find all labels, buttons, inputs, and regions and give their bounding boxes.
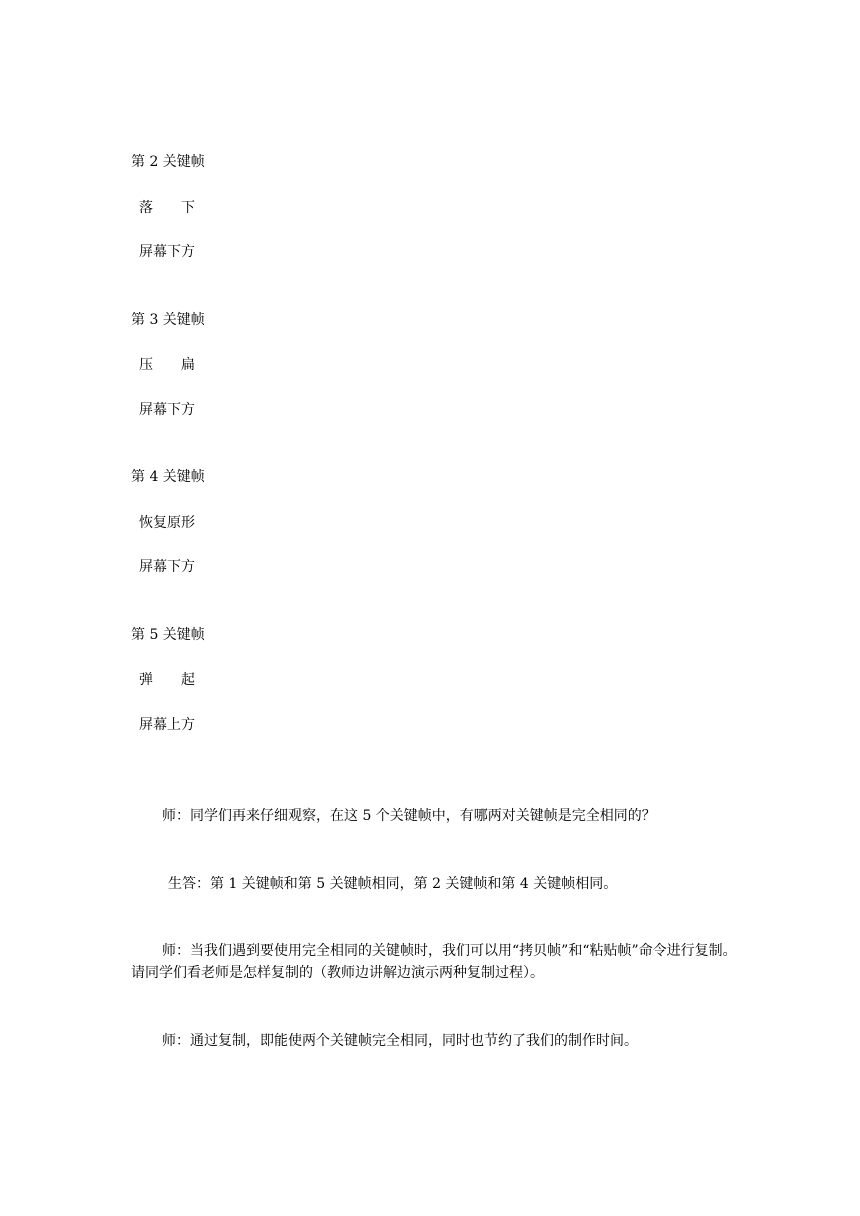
keyframe-title: 第 2 关键帧 <box>131 154 205 170</box>
teacher-explanation: 师：当我们遇到要使用完全相同的关键帧时，我们可以用“拷贝帧”和“粘贴帧”命令进行复制。请同学们看老师是怎样复制的（教师边讲解边演示两种复制过程）。 <box>131 943 737 981</box>
keyframe-position: 屏幕下方 <box>139 244 195 260</box>
keyframe-position: 屏幕上方 <box>139 717 195 733</box>
keyframe-position: 屏幕下方 <box>139 402 195 418</box>
student-answer: 生答：第 1 关键帧和第 5 关键帧相同，第 2 关键帧和第 4 关键帧相同。 <box>168 876 618 892</box>
teacher-summary: 师：通过复制，即能使两个关键帧完全相同，同时也节约了我们的制作时间。 <box>162 1033 638 1049</box>
teacher-question: 师：同学们再来仔细观察，在这 5 个关键帧中，有哪两对关键帧是完全相同的？ <box>162 808 656 824</box>
keyframe-title: 第 5 关键帧 <box>131 627 205 643</box>
keyframe-action: 落 下 <box>139 200 195 216</box>
keyframe-title: 第 4 关键帧 <box>131 469 205 485</box>
keyframe-position: 屏幕下方 <box>139 559 195 575</box>
keyframe-title: 第 3 关键帧 <box>131 312 205 328</box>
keyframe-action: 压 扁 <box>139 357 195 373</box>
keyframe-action: 弹 起 <box>139 672 195 688</box>
keyframe-action: 恢复原形 <box>139 515 195 531</box>
